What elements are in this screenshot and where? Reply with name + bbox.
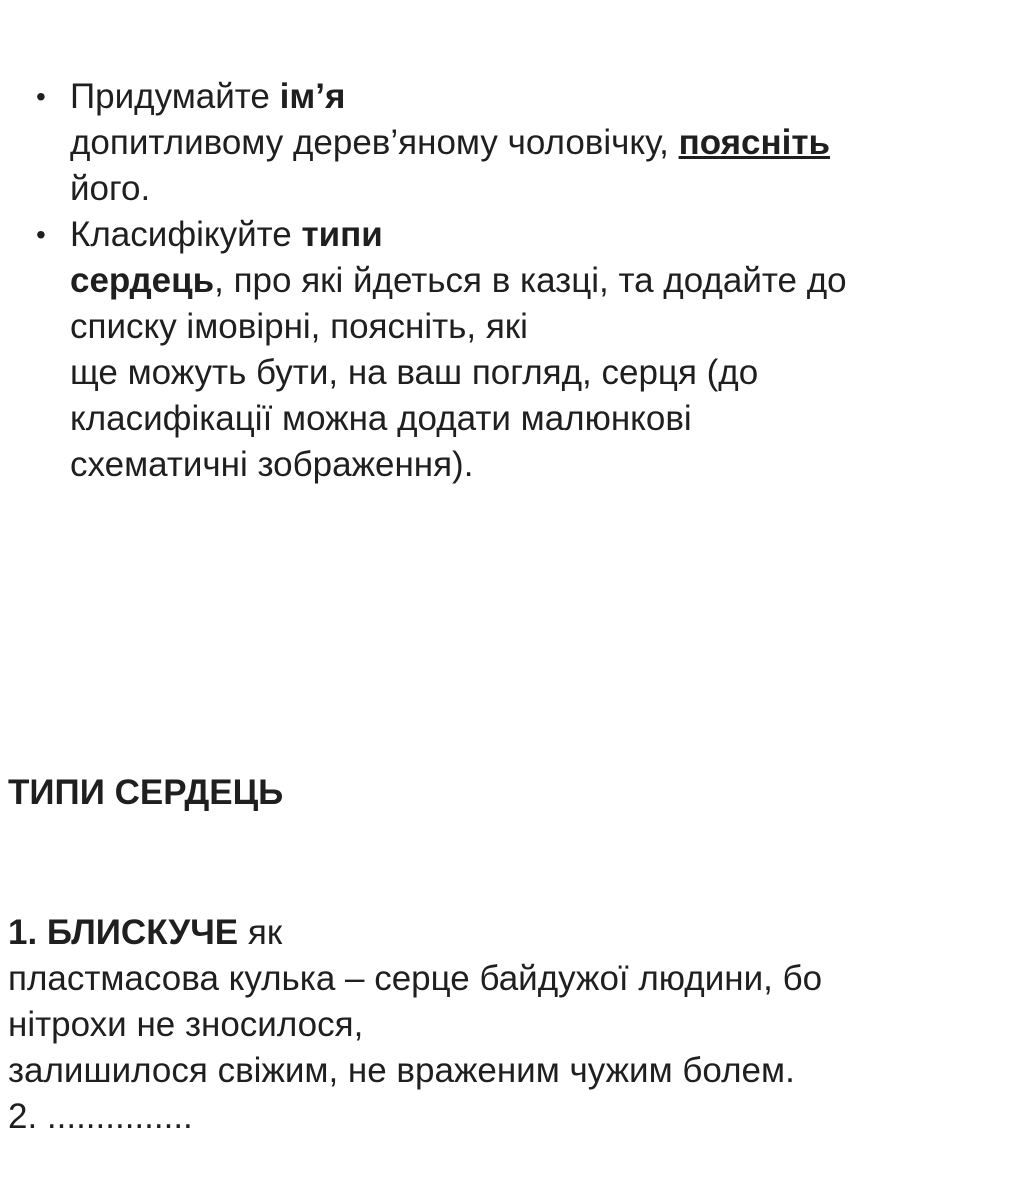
type-line: нітрохи не зносилося, — [8, 1005, 364, 1044]
instruction-line — [70, 258, 996, 304]
instruction-line: ще можуть бути, на ваш погляд, серця (до — [70, 353, 759, 392]
instruction-bold: ім’я — [279, 77, 346, 116]
type-line — [8, 910, 1008, 956]
bullet-icon: • — [36, 81, 46, 112]
section-title: ТИПИ СЕРДЕЦЬ — [8, 773, 284, 812]
type-text: як — [238, 913, 283, 952]
type-line: пластмасова кулька – серце байдужої людини, бо — [8, 959, 823, 998]
instruction-item-name — [36, 74, 996, 212]
heart-types-list — [8, 910, 1008, 1140]
instruction-bold-underline: поясніть — [678, 123, 831, 162]
instruction-text: Придумайте — [70, 77, 280, 116]
instruction-bold: сердець — [70, 261, 215, 300]
bullet-icon: • — [36, 219, 46, 250]
instruction-line — [70, 120, 996, 166]
instruction-text: Класифікуйте — [70, 215, 302, 254]
instruction-item-classify — [36, 212, 996, 488]
type-line: 2. ............... — [8, 1097, 193, 1136]
instruction-bold: типи — [301, 215, 383, 254]
instruction-line: його. — [70, 169, 151, 208]
instructions-list — [36, 74, 996, 488]
instruction-line: класифікації можна додати малюнкові — [70, 399, 692, 438]
type-heading: 1. БЛИСКУЧЕ — [8, 913, 239, 952]
instruction-line — [70, 74, 996, 120]
type-line: залишилося свіжим, не враженим чужим болем. — [8, 1051, 795, 1090]
instruction-text: , про які йдеться в казці, та додайте до — [214, 261, 847, 300]
instruction-line: схематичні зображення). — [70, 445, 474, 484]
instruction-line — [70, 212, 996, 258]
instruction-line: списку імовірні, поясніть, які — [70, 307, 528, 346]
instruction-text: допитливому дерев’яному чоловічку, — [70, 123, 679, 162]
